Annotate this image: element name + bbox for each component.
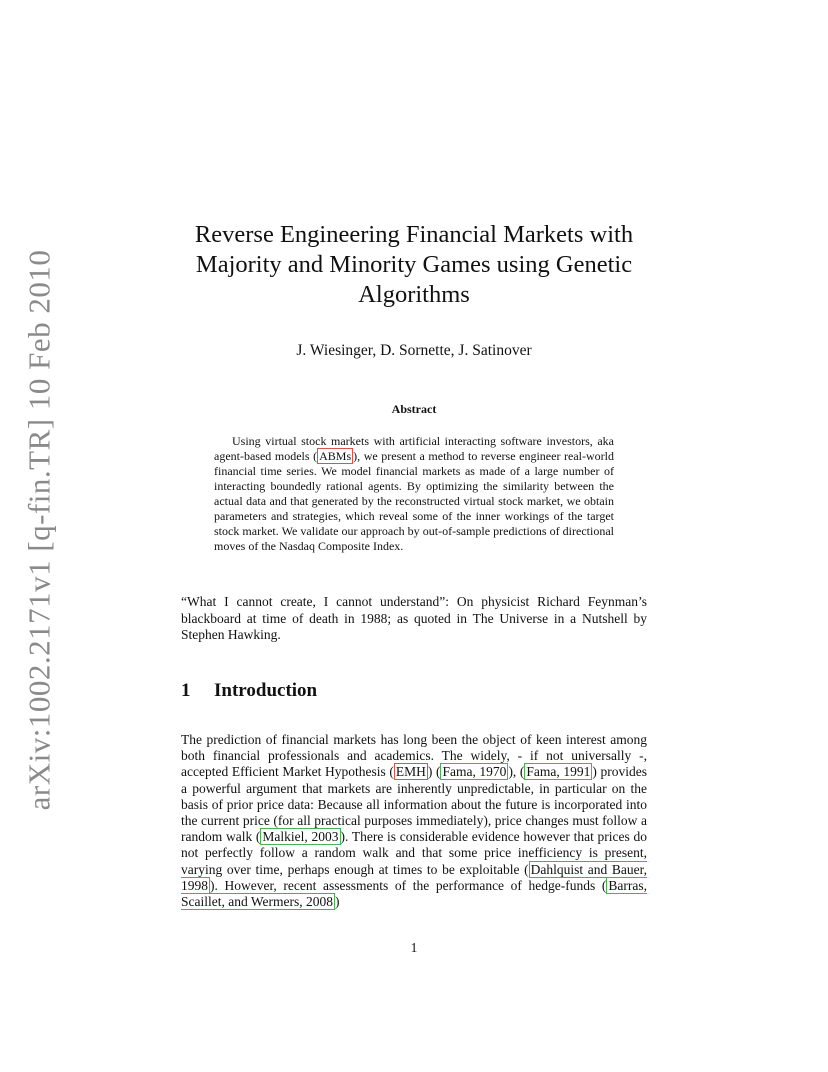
abstract-text bbox=[214, 434, 614, 554]
section-number: 1 bbox=[181, 680, 191, 701]
introduction-paragraph bbox=[181, 732, 647, 910]
abstract-part-2: ), we present a method to reverse engineer real-world financial time series. We model financial markets as made of a large number of interacting boundedly rational agents. By optimizing the similarity between the actual data and that generated by the reconstructed virtual stock market, we obtain parameters and strategies, which reveal some of the inner workings of the target stock market. We validate our approach by out-of-sample predictions of directional moves of the Nasdaq Composite Index. bbox=[214, 449, 614, 553]
intro-text-2: ) ( bbox=[427, 764, 441, 780]
section-title: Introduction bbox=[214, 680, 318, 701]
emh-acronym-link[interactable]: EMH bbox=[395, 764, 426, 780]
citation-barras-2008[interactable]: Barras, Scaillet, and Wermers, 2008 bbox=[181, 877, 647, 910]
paper-title bbox=[170, 220, 658, 310]
arxiv-identifier: arXiv:1002.2171v1 [q-fin.TR] 10 Feb 2010 bbox=[21, 249, 56, 811]
page-number: 1 bbox=[410, 940, 418, 955]
intro-text-5: ). There is considerable evidence however that prices do not perfectly follow a random walk and that some price inefficiency is present, varying over time, perhaps enough at times to be exploitable ( bbox=[181, 829, 648, 877]
intro-text-6: ). However, recent assessments of the performance of hedge-funds ( bbox=[210, 877, 607, 893]
intro-text-4: ) provides a powerful argument that markets are inherently unpredictable, in particular on the basis of prior price data: Because all information about the future is incorporated into the current price (for all practical purposes immediately), price changes must follow a random walk ( bbox=[181, 764, 647, 845]
abm-acronym-link[interactable]: ABMs bbox=[319, 449, 352, 463]
abstract-part-1: Using virtual stock markets with artificial interacting software investors, aka agent-based models ( bbox=[214, 434, 614, 463]
abstract-heading: Abstract bbox=[391, 402, 437, 416]
intro-text-1: The prediction of financial markets has long been the object of keen interest among both financial professionals and academics. The widely, - if not universally -, accepted Efficient Market Hypothesis ( bbox=[181, 732, 647, 780]
citation-fama-1970[interactable]: Fama, 1970 bbox=[442, 764, 507, 780]
title-line-3: Algorithms bbox=[358, 281, 470, 308]
intro-text-7: ) bbox=[335, 894, 340, 910]
citation-dahlquist-bauer-1998[interactable]: Dahlquist and Bauer, 1998 bbox=[181, 861, 648, 893]
epigraph: “What I cannot create, I cannot understand”: On physicist Richard Feynman’s blackboard at time of death in 1988; as quoted in The Universe in a Nutshell by Stephen Hawking. bbox=[181, 594, 647, 642]
arxiv-sidebar-stamp bbox=[21, 249, 56, 811]
citation-malkiel-2003[interactable]: Malkiel, 2003 bbox=[262, 829, 339, 845]
intro-text-3: ), ( bbox=[508, 764, 525, 780]
author-list: J. Wiesinger, D. Sornette, J. Satinover bbox=[296, 342, 532, 359]
title-line-2: Majority and Minority Games using Genetic bbox=[195, 251, 633, 278]
title-line-1: Reverse Engineering Financial Markets with bbox=[194, 221, 634, 248]
section-heading bbox=[181, 680, 317, 702]
citation-fama-1991[interactable]: Fama, 1991 bbox=[526, 764, 591, 780]
